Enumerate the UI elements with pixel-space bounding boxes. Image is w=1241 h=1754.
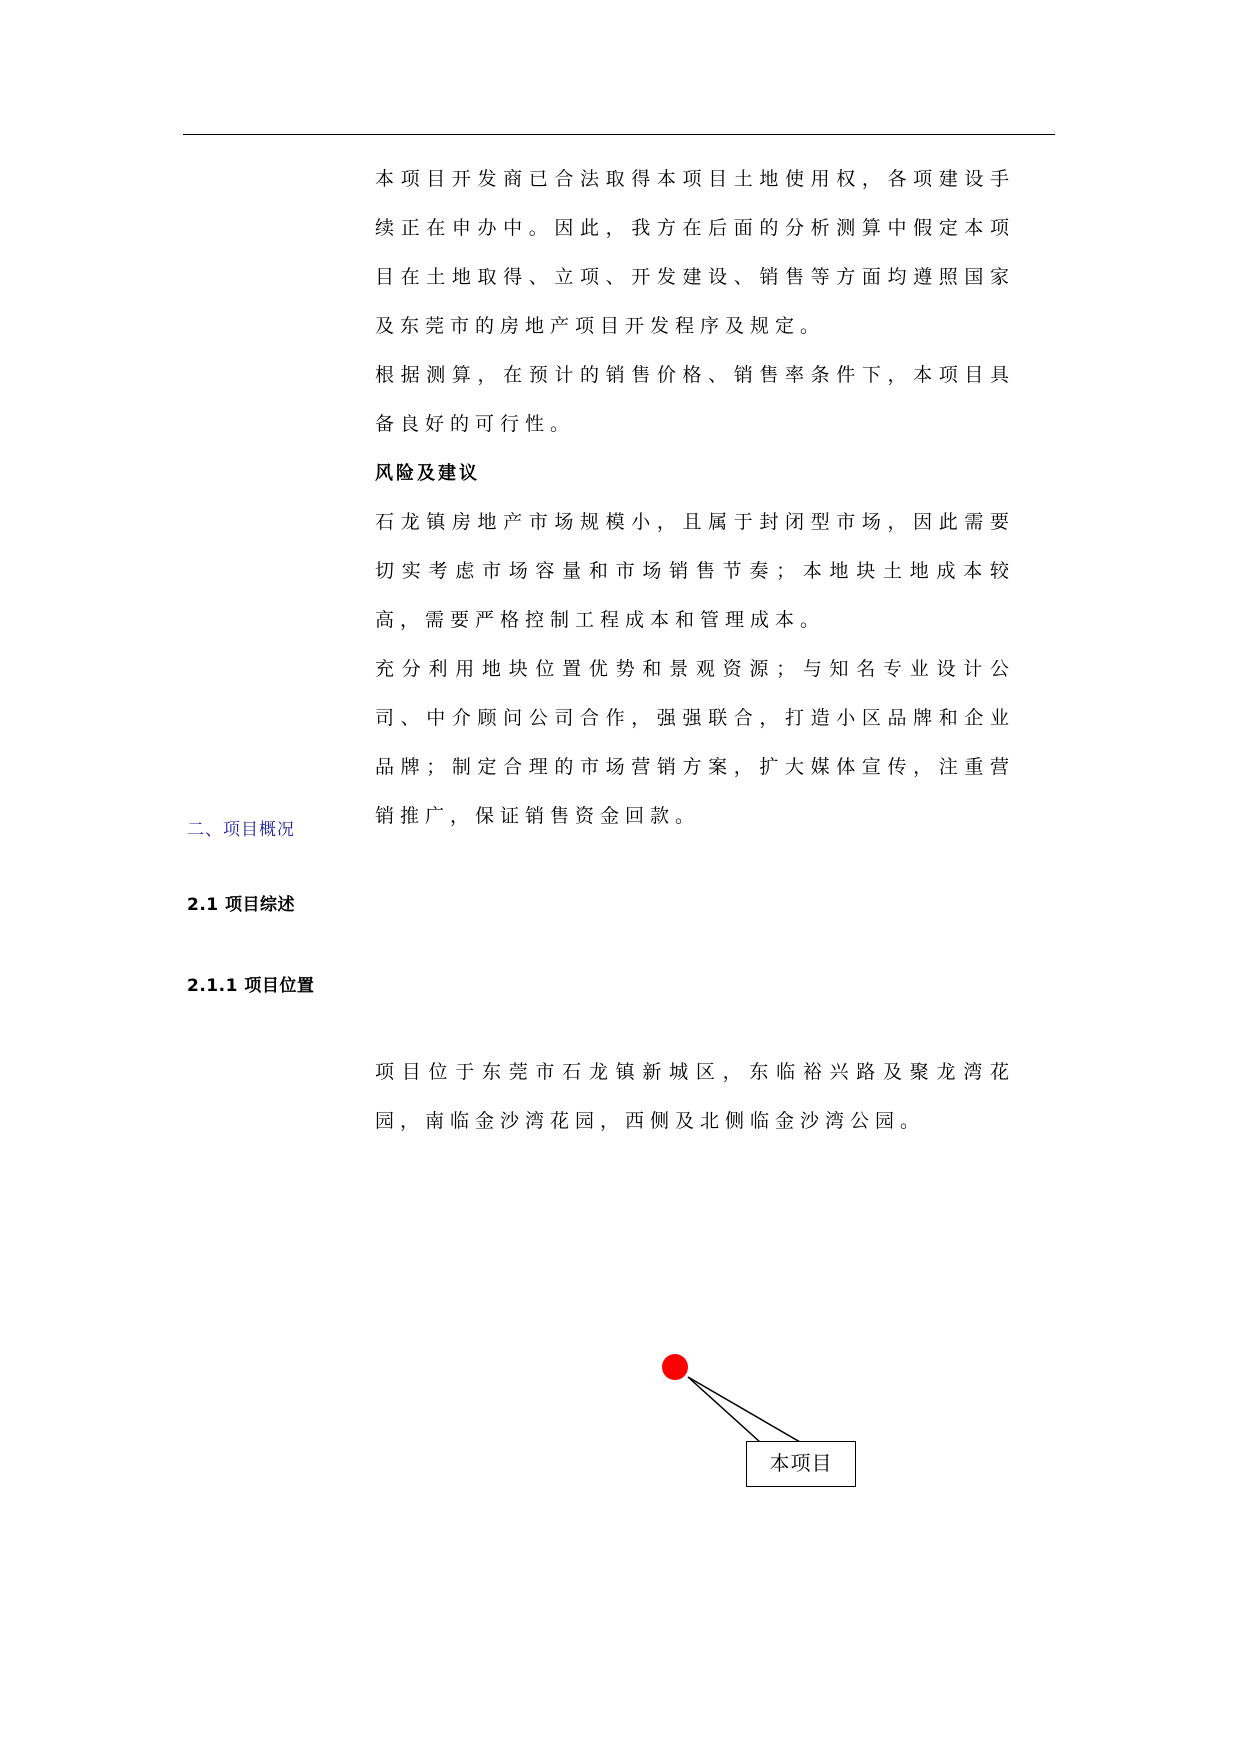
subsection-heading: 2.1.1 项目位置 xyxy=(187,976,315,996)
page-header-rule xyxy=(183,134,1055,135)
risk-heading: 风险及建议 xyxy=(375,463,480,484)
section-heading: 2.1 项目综述 xyxy=(187,895,296,915)
location-text-block xyxy=(375,1048,1015,1146)
development-status-paragraph: 本项目开发商已合法取得本项目土地使用权，各项建设手续正在申办中。因此，我方在后面的分析测算中假定本项目在土地取得、立项、开发建设、销售等方面均遵照国家及东莞市的房地产项目开发程序及规定。 xyxy=(375,168,1015,337)
callout-pointer xyxy=(688,1377,800,1442)
project-callout-label: 本项目 xyxy=(746,1441,856,1487)
summary-text-block xyxy=(375,155,1015,841)
feasibility-paragraph: 根据测算，在预计的销售价格、销售率条件下，本项目具备良好的可行性。 xyxy=(375,364,1015,435)
project-marker xyxy=(662,1354,688,1380)
chapter-heading: 二、项目概况 xyxy=(187,820,295,840)
suggestion-paragraph: 充分利用地块位置优势和景观资源；与知名专业设计公司、中介顾问公司合作，强强联合，打造小区品牌和企业品牌；制定合理的市场营销方案，扩大媒体宣传，注重营销推广，保证销售资金回款。 xyxy=(375,658,1015,827)
location-paragraph: 项目位于东莞市石龙镇新城区，东临裕兴路及聚龙湾花园，南临金沙湾花园，西侧及北侧临金沙湾公园。 xyxy=(375,1061,1015,1132)
risk-paragraph: 石龙镇房地产市场规模小，且属于封闭型市场，因此需要切实考虑市场容量和市场销售节奏；本地块土地成本较高，需要严格控制工程成本和管理成本。 xyxy=(375,511,1015,631)
